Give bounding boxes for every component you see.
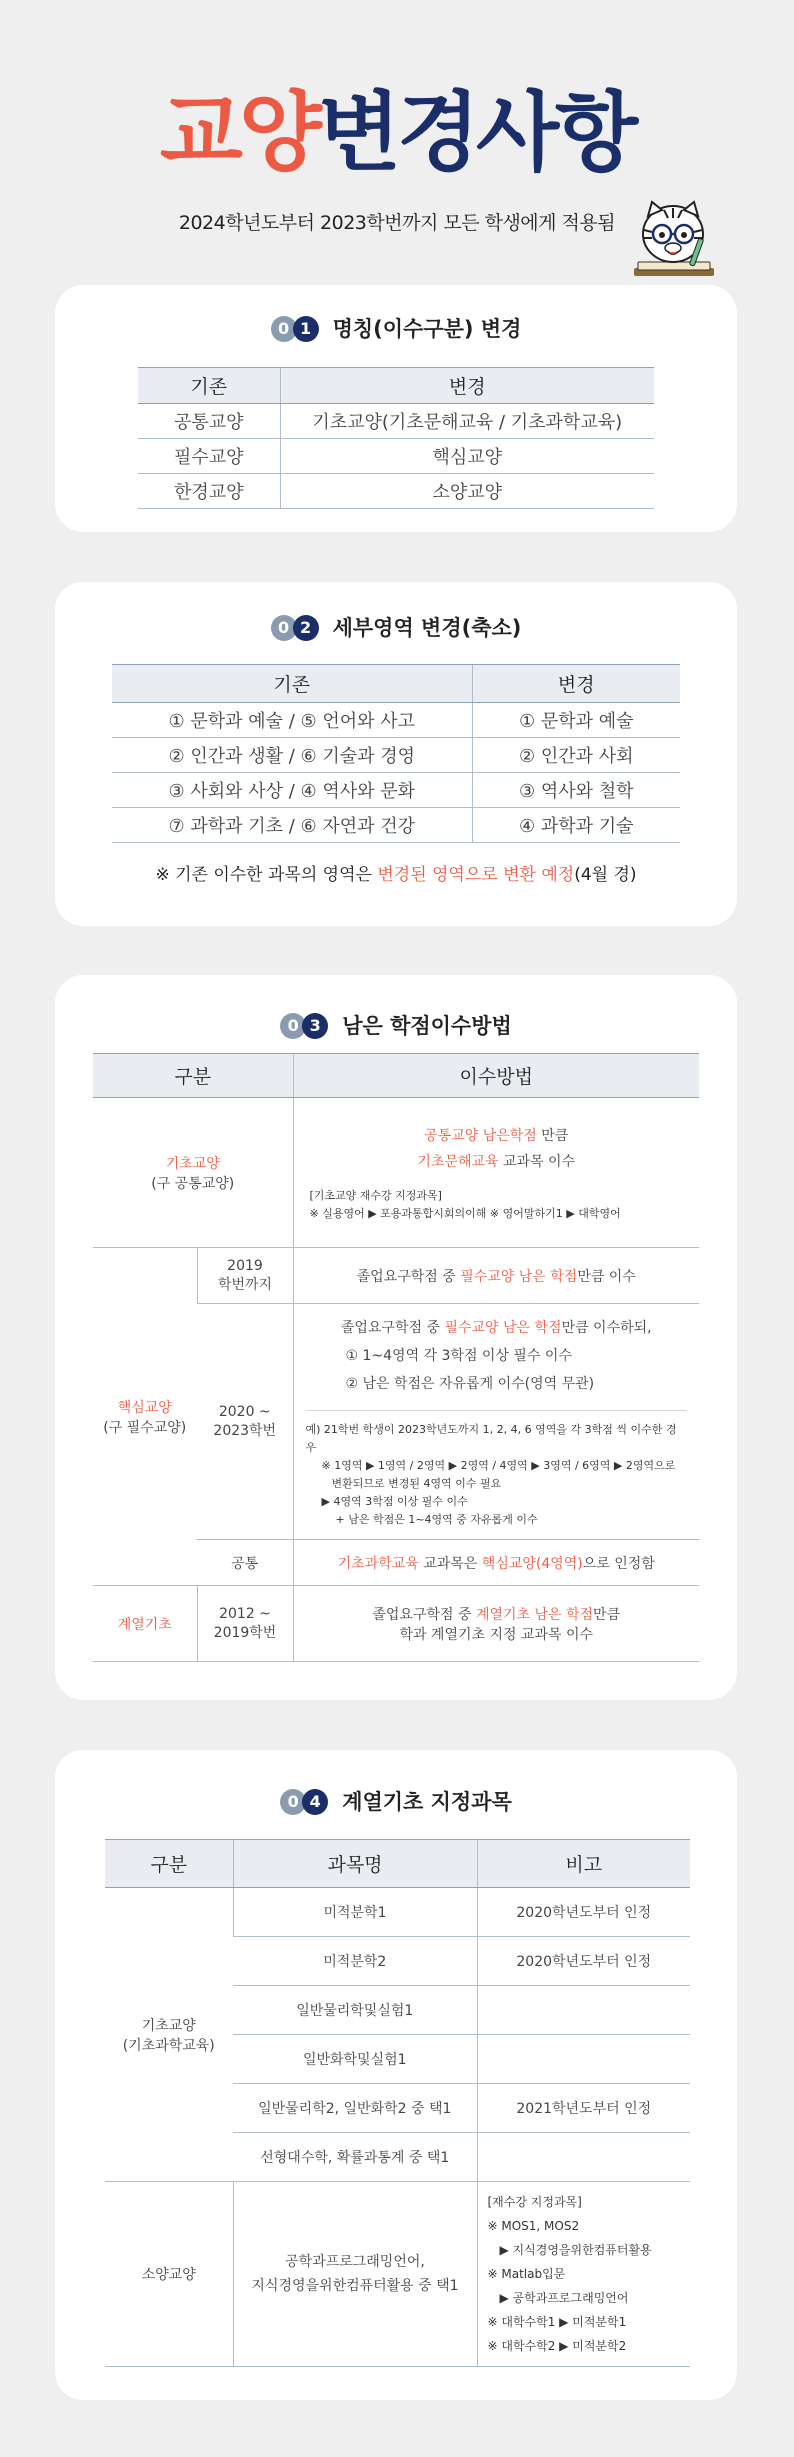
section-area-change bbox=[55, 582, 737, 926]
major-basics-table bbox=[105, 1839, 690, 2367]
section-2-heading: 0 2 세부영역 변경(축소) bbox=[55, 612, 737, 642]
title-part-2: 변경사항 bbox=[317, 83, 635, 183]
table-row: 기초교양 (기초과학교육) 미적분학1 2020학년도부터 인정 bbox=[105, 1888, 690, 1937]
section-number-badge: 0 3 bbox=[280, 1012, 328, 1039]
table-row: 기초교양 (구 공통교양) 공통교양 남은학점 만큼 기초문해교육 교과목 이수 [기초교양 재수강 지정과목] ※ 실용영어 ▶ 포용과통합시회의이해 ※ 영어말하기1 ▶ 대학영어 bbox=[93, 1098, 699, 1248]
table-header: 과목명 bbox=[233, 1840, 477, 1888]
table-row: 공통 기초과학교육 교과목은 핵심교양(4영역)으로 인정함 bbox=[93, 1540, 699, 1586]
page-subtitle: 2024학년도부터 2023학번까지 모든 학생에게 적용됨 bbox=[178, 212, 616, 234]
table-header: 변경 bbox=[280, 368, 654, 404]
table-row: 미적분학2 2020학년도부터 인정 bbox=[105, 1937, 690, 1986]
section-number-badge: 0 2 bbox=[271, 614, 319, 641]
table-row: 계열기초 2012 ~ 2019학번 졸업요구학점 중 계열기초 남은 학점만큼 학과 계열기초 지정 교과목 이수 bbox=[93, 1586, 699, 1662]
section-1-heading: 0 1 명칭(이수구분) 변경 bbox=[55, 313, 737, 343]
table-header: 기존 bbox=[112, 665, 472, 703]
table-header: 구분 bbox=[105, 1840, 233, 1888]
section-name-change bbox=[55, 285, 737, 532]
table-row: ② 인간과 생활 / ⑥ 기술과 경영 ② 인간과 사회 bbox=[112, 738, 680, 773]
table-row: ① 문학과 예술 / ⑤ 언어와 사고 ① 문학과 예술 bbox=[112, 703, 680, 738]
table-header: 이수방법 bbox=[293, 1054, 699, 1098]
table-header: 구분 bbox=[93, 1054, 293, 1098]
table-row: ⑦ 과학과 기초 / ⑥ 자연과 건강 ④ 과학과 기술 bbox=[112, 808, 680, 843]
table-header: 변경 bbox=[472, 665, 680, 703]
area-change-footnote: ※ 기존 이수한 과목의 영역은 변경된 영역으로 변환 예정(4월 경) bbox=[155, 865, 637, 885]
section-number-badge: 0 1 bbox=[271, 315, 319, 342]
table-row: 일반물리학2, 일반화학2 중 택1 2021학년도부터 인정 bbox=[105, 2084, 690, 2133]
section-4-heading: 0 4 계열기초 지정과목 bbox=[55, 1786, 737, 1816]
remaining-credits-table bbox=[93, 1053, 699, 1662]
table-row: 선형대수학, 확률과통계 중 택1 bbox=[105, 2133, 690, 2182]
table-header: 비고 bbox=[477, 1840, 690, 1888]
section-number-badge: 0 4 bbox=[280, 1788, 328, 1815]
table-row: 일반화학및실험1 bbox=[105, 2035, 690, 2084]
table-row: ③ 사회와 사상 / ④ 역사와 문화 ③ 역사와 철학 bbox=[112, 773, 680, 808]
tiger-mascot-icon bbox=[628, 190, 718, 290]
name-change-table bbox=[138, 367, 654, 509]
table-row: 한경교양 소양교양 bbox=[138, 474, 654, 509]
section-remaining-credits bbox=[55, 975, 737, 1700]
table-row: 소양교양 공학과프로그래밍언어, 지식경영을위한컴퓨터활용 중 택1 [재수강 지정과목] ※ MOS1, MOS2 ▶ 지식경영을위한컴퓨터활용 ※ Matlab입문 ▶ 공학과프로그래밍언어 ※ 대학수학1 ▶ 미적분학1 ※ 대학수학2 ▶ 미적분학2 bbox=[105, 2182, 690, 2367]
table-row: 필수교양 핵심교양 bbox=[138, 439, 654, 474]
table-row: 일반물리학및실험1 bbox=[105, 1986, 690, 2035]
table-header: 기존 bbox=[138, 368, 280, 404]
table-row: 2020 ~ 2023학번 졸업요구학점 중 필수교양 남은 학점만큼 이수하되, ① 1~4영역 각 3학점 이상 필수 이수 ② 남은 학점은 자유롭게 이수(영역 무관) 예) 21학번 학생이 2023학년도까지 1, 2, 4, 6 영역을 각 3학점 씩 이수한 경우 ※ 1영역 ▶ 1영역 / 2영역 ▶ 2영역 / 4영역 ▶ 3영역 / 6영역 ▶ 2영역으로 변환되므로 변경된 4영역 이수 필요 ▶ 4영역 3학점 이상 필수 이수 + 남은 학점은 1~4영역 중 자유롭게 이수 bbox=[93, 1304, 699, 1540]
table-row: 공통교양 기초교양(기초문해교육 / 기초과학교육) bbox=[138, 404, 654, 439]
area-change-table bbox=[112, 664, 680, 843]
page-title bbox=[0, 78, 794, 188]
section-major-basics-courses bbox=[55, 1750, 737, 2400]
table-row: 핵심교양 (구 필수교양) 2019 학번까지 졸업요구학점 중 필수교양 남은 학점만큼 이수 bbox=[93, 1248, 699, 1304]
title-part-1: 교양 bbox=[159, 83, 318, 183]
section-3-heading: 0 3 남은 학점이수방법 bbox=[55, 1010, 737, 1040]
